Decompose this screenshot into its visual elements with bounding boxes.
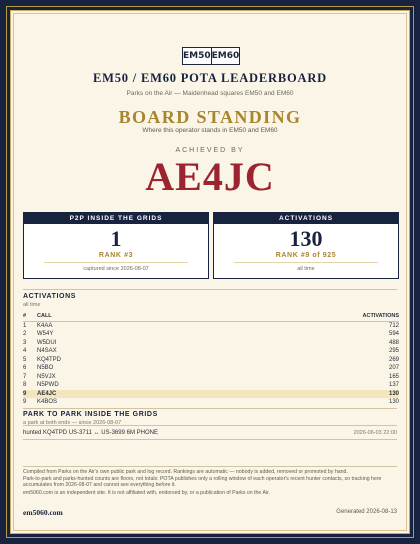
footer-disclaimer: em5060.com is an independent site. It is not affiliated with, endorsed by, or a publication of Parks on the Air. [23, 490, 270, 496]
activations-card-note: all time [297, 266, 315, 272]
row-rank: 9 [23, 390, 37, 399]
table-row [23, 364, 399, 373]
row-rank: 6 [23, 365, 27, 371]
row-activation-count: 207 [388, 365, 399, 371]
row-callsign: N4SAX [37, 348, 57, 354]
row-rank: 5 [23, 356, 27, 363]
brand-subtitle: Parks on the Air — Maidenhead squares EM50 and EM60 [126, 90, 294, 97]
activations-section-subtitle: all time [23, 302, 41, 308]
operator-callsign: AE4JC [145, 154, 275, 199]
row-activation-count: 130 [181, 390, 399, 399]
row-activation-count: 269 [388, 356, 399, 363]
activations-card [213, 212, 399, 279]
p2p-card-value: 1 [110, 226, 122, 251]
row-callsign: K4AA [37, 322, 53, 329]
section-divider [23, 408, 397, 409]
row-activation-count: 165 [388, 373, 399, 380]
activations-table-body [23, 321, 399, 407]
row-activation-count: 594 [388, 331, 399, 337]
row-activation-count: 137 [388, 382, 399, 388]
board-subtitle: Where this operator stands in EM50 and EM60 [142, 127, 278, 134]
p2p-section-subtitle: a park at both ends — since 2026-08-07 [23, 420, 122, 426]
row-rank: 1 [23, 322, 27, 329]
section-divider [23, 289, 397, 290]
table-row [23, 381, 399, 390]
activations-card-divider [234, 262, 378, 263]
activations-section-title: ACTIVATIONS [23, 293, 77, 300]
footer-source-note: Compiled from Parks on the Air's own public park and log record. Rankings are automatic — nobody is added, removed or promoted by hand. [23, 469, 348, 475]
row-activation-count: 130 [388, 399, 399, 405]
p2p-card-title: P2P INSIDE THE GRIDS [24, 213, 208, 224]
row-rank: 4 [23, 348, 27, 354]
row-callsign: N5BO [37, 365, 54, 371]
p2p-card-note: captured since 2026-08-07 [83, 266, 149, 272]
table-row [23, 339, 399, 348]
row-callsign: AE4JC [37, 390, 181, 399]
table-row [23, 390, 399, 399]
activations-table [23, 312, 399, 407]
table-row [23, 356, 399, 365]
activations-card-rank: RANK #9 of 925 [275, 252, 337, 259]
table-row [23, 321, 399, 330]
activations-card-title: ACTIVATIONS [214, 213, 398, 224]
activations-card-value: 130 [289, 226, 323, 251]
row-callsign: N5VJX [37, 373, 56, 380]
footer-divider [23, 466, 397, 467]
p2p-card-rank: RANK #3 [98, 252, 134, 259]
row-activation-count: 295 [388, 348, 399, 354]
column-rank: # [23, 312, 37, 321]
footer-window-note: Park-to-park and parks-hunted counts are floors, not totals: POTA publishes only a rolling window of each operator's recent hunter contacts, so tracking here accumulates from 2026-08-07 and cannot see everything before it. [23, 476, 382, 489]
site-link[interactable]: em5060.com [23, 508, 63, 517]
p2p-event-timestamp: 2026-06-03 22:00 [353, 429, 397, 436]
table-row [23, 330, 399, 339]
logo-left-grid: EM50 [183, 51, 211, 61]
table-row [23, 373, 399, 382]
brand-title: EM50 / EM60 POTA LEADERBOARD [93, 71, 327, 85]
row-activation-count: 488 [388, 339, 399, 346]
p2p-card-divider [44, 262, 188, 263]
row-callsign: W54Y [37, 331, 54, 337]
row-activation-count: 712 [388, 322, 399, 329]
p2p-event-text: hunted KQ4TPD US-3711 ↔ US-3699 6M PHONE [23, 429, 158, 436]
table-row [23, 398, 399, 407]
row-rank: 9 [23, 399, 27, 405]
table-header-row [23, 312, 399, 321]
generated-date: Generated 2026-08-13 [336, 509, 397, 515]
p2p-section-title: PARK TO PARK INSIDE THE GRIDS [23, 411, 158, 418]
row-rank: 7 [23, 373, 27, 380]
row-rank: 2 [23, 331, 27, 337]
row-callsign: KQ4TPD [37, 356, 62, 363]
p2p-event-row [23, 425, 397, 440]
p2p-card [23, 212, 209, 279]
board-title: BOARD STANDING [118, 107, 302, 127]
table-row [23, 347, 399, 356]
row-rank: 3 [23, 339, 27, 346]
row-callsign: N5PWD [37, 382, 59, 388]
site-logo [182, 47, 240, 65]
logo-right-grid: EM60 [211, 48, 240, 64]
column-call: CALL [37, 312, 181, 321]
row-callsign: W5DUI [37, 339, 57, 346]
row-callsign: K4BOS [37, 399, 58, 405]
column-activations: ACTIVATIONS [181, 312, 399, 321]
achieved-by-label: ACHIEVED BY [175, 147, 245, 154]
certificate-sheet [10, 10, 410, 534]
row-rank: 8 [23, 382, 27, 388]
